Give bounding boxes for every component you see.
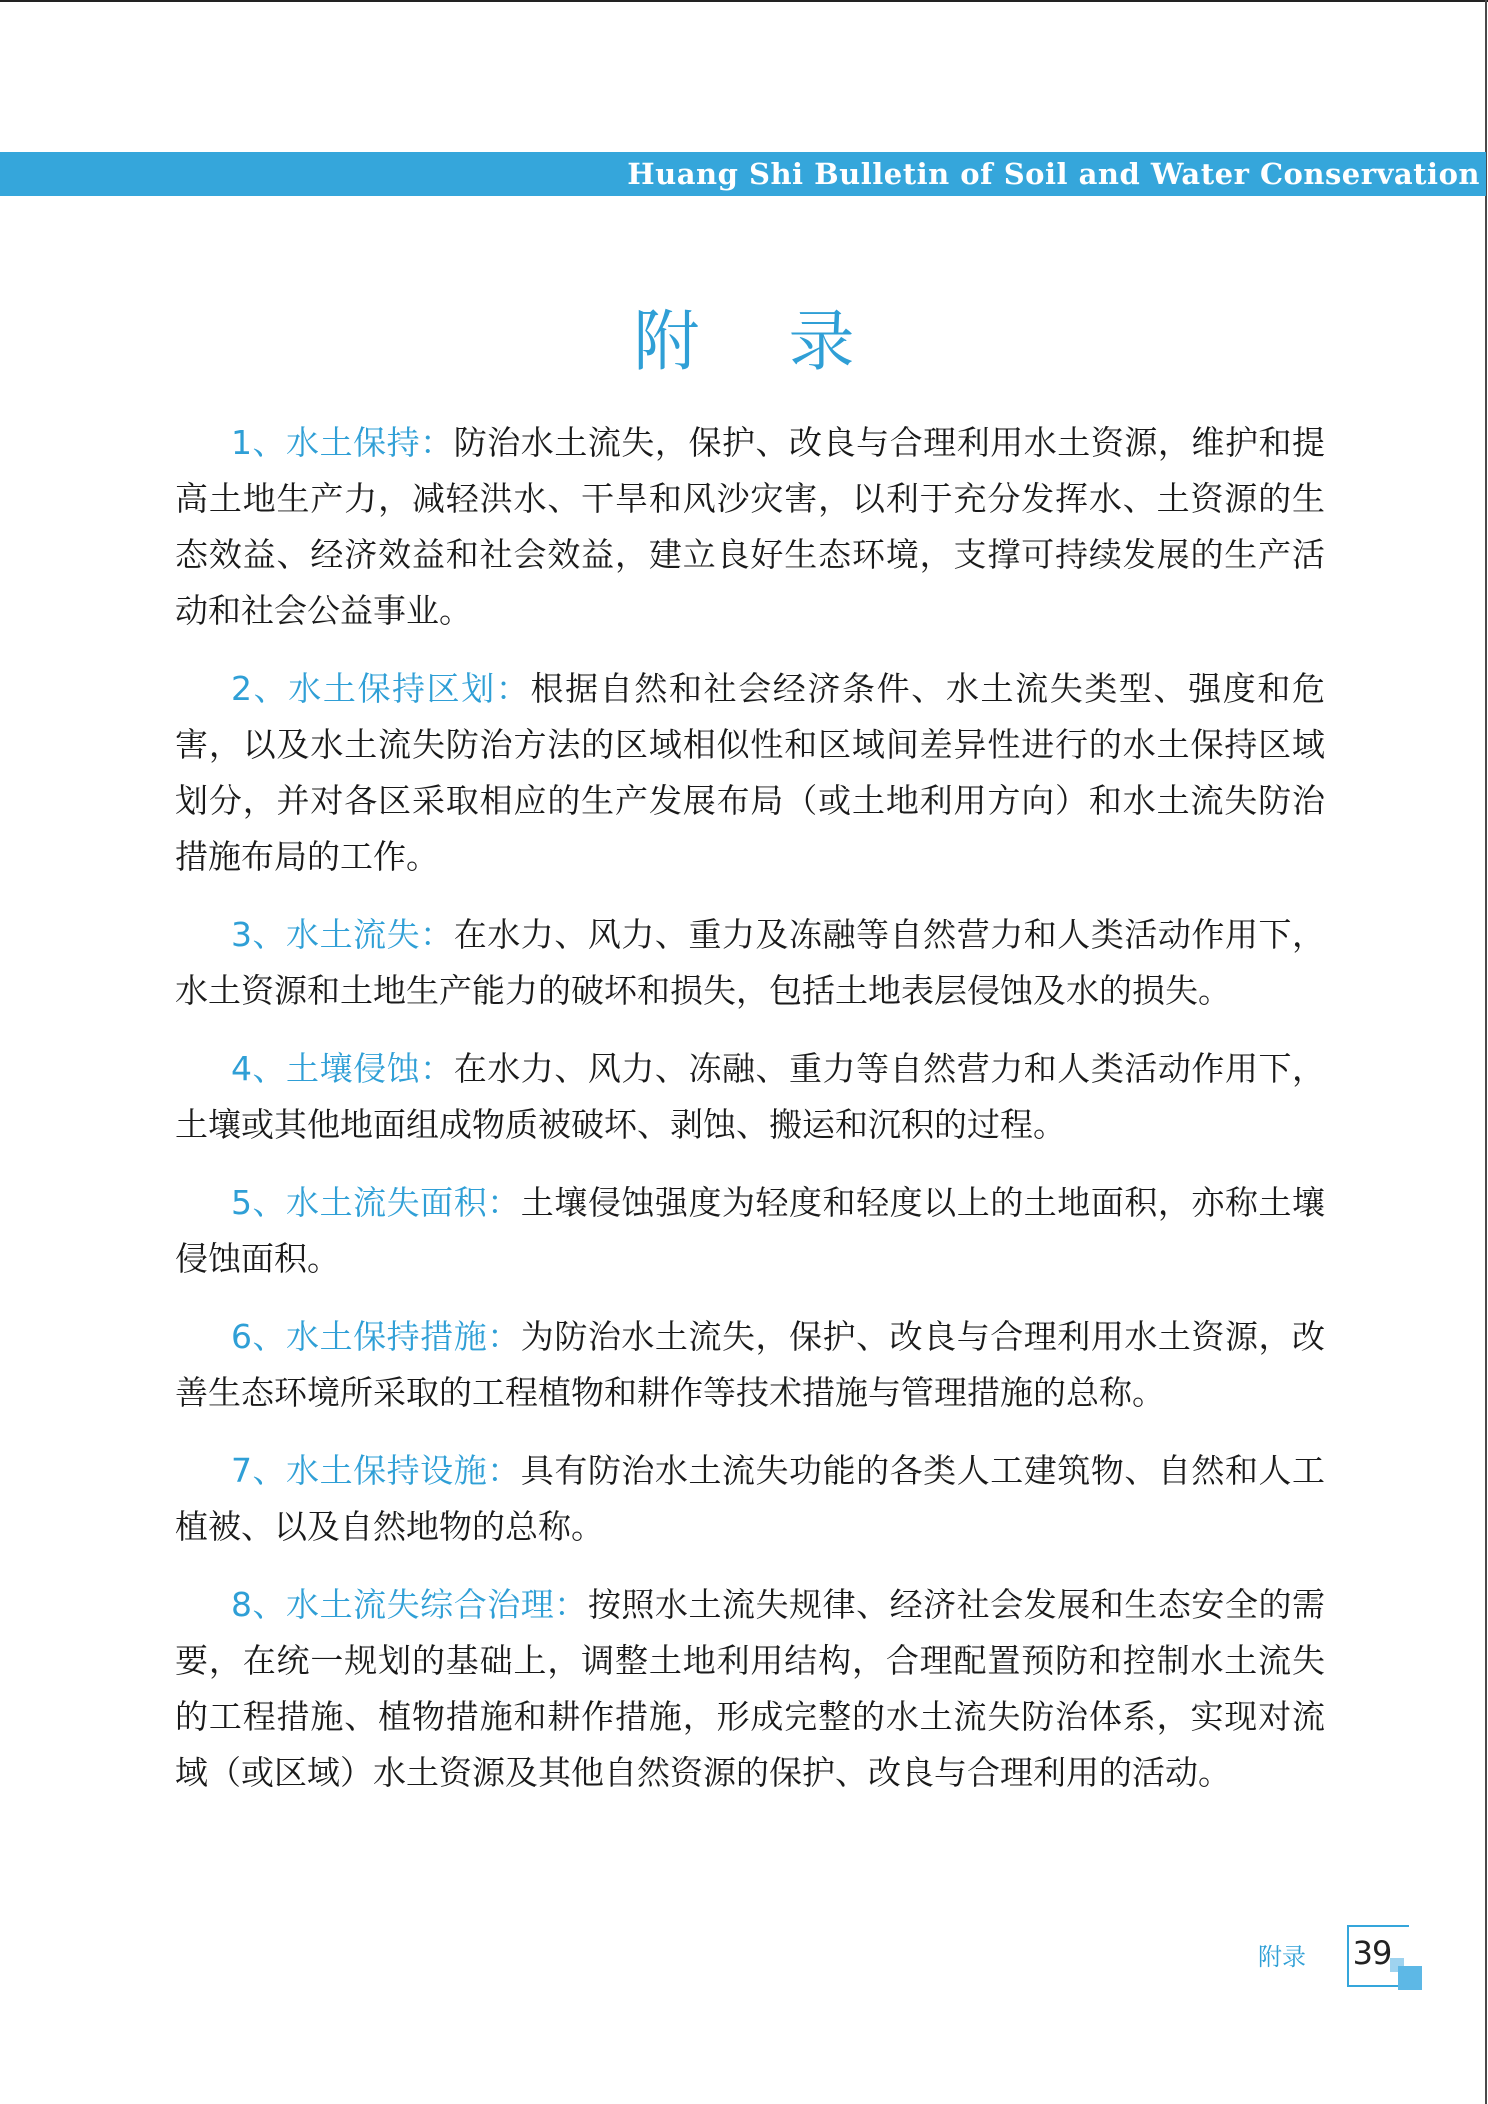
glossary-entry-4 (175, 1041, 1325, 1153)
entry-text: 在水力、风力、冻融、重力等自然营力和人类活动作用下，土壤或其他地面组成物质被破坏、剥蚀、搬运和沉积的过程。 (175, 1049, 1325, 1144)
glossary-entry-5 (175, 1175, 1325, 1287)
entry-term: 3、水土流失： (231, 915, 454, 954)
footer-section-label: 附录 (1258, 1943, 1306, 1971)
page-number: 39 (1352, 1934, 1392, 1972)
entry-term: 5、水土流失面积： (231, 1183, 521, 1222)
glossary-entry-3 (175, 907, 1325, 1019)
glossary-entry-7 (175, 1443, 1325, 1555)
page-title: 附 录 (633, 303, 889, 380)
header-band (0, 152, 1486, 196)
entry-term: 8、水土流失综合治理： (231, 1585, 588, 1624)
entry-text: 按照水土流失规律、经济社会发展和生态安全的需要，在统一规划的基础上，调整土地利用结构，合理配置预防和控制水土流失的工程措施、植物措施和耕作措施，形成完整的水土流失防治体系，实现对流域（或区域）水土资源及其他自然资源的保护、改良与合理利用的活动。 (175, 1585, 1325, 1792)
entry-term: 4、土壤侵蚀： (231, 1049, 454, 1088)
entry-text: 具有防治水土流失功能的各类人工建筑物、自然和人工植被、以及自然地物的总称。 (175, 1451, 1325, 1546)
entry-text: 土壤侵蚀强度为轻度和轻度以上的土地面积，亦称土壤侵蚀面积。 (175, 1183, 1325, 1278)
glossary-content (175, 415, 1325, 1823)
glossary-entry-8 (175, 1577, 1325, 1801)
entry-term: 6、水土保持措施： (231, 1317, 521, 1356)
entry-term: 7、水土保持设施： (231, 1451, 521, 1490)
top-border-rule (0, 0, 1488, 2)
entry-term: 2、水土保持区划： (231, 669, 531, 708)
journal-name: Huang Shi Bulletin of Soil and Water Conservation (627, 157, 1480, 191)
glossary-entry-1 (175, 415, 1325, 639)
entry-text: 在水力、风力、重力及冻融等自然营力和人类活动作用下，水土资源和土地生产能力的破坏和损失，包括土地表层侵蚀及水的损失。 (175, 915, 1325, 1010)
entry-text: 根据自然和社会经济条件、水土流失类型、强度和危害，以及水土流失防治方法的区域相似性和区域间差异性进行的水土保持区域划分，并对各区采取相应的生产发展布局（或土地利用方向）和水土流失防治措施布局的工作。 (175, 669, 1325, 876)
entry-term: 1、水土保持： (231, 423, 454, 462)
entry-text: 为防治水土流失，保护、改良与合理利用水土资源，改善生态环境所采取的工程植物和耕作等技术措施与管理措施的总称。 (175, 1317, 1325, 1412)
glossary-entry-2 (175, 661, 1325, 885)
entry-text: 防治水土流失，保护、改良与合理利用水土资源，维护和提高土地生产力，减轻洪水、干旱和风沙灾害，以利于充分发挥水、土资源的生态效益、经济效益和社会效益，建立良好生态环境，支撑可持续发展的生产活动和社会公益事业。 (175, 423, 1325, 630)
glossary-entry-6 (175, 1309, 1325, 1421)
